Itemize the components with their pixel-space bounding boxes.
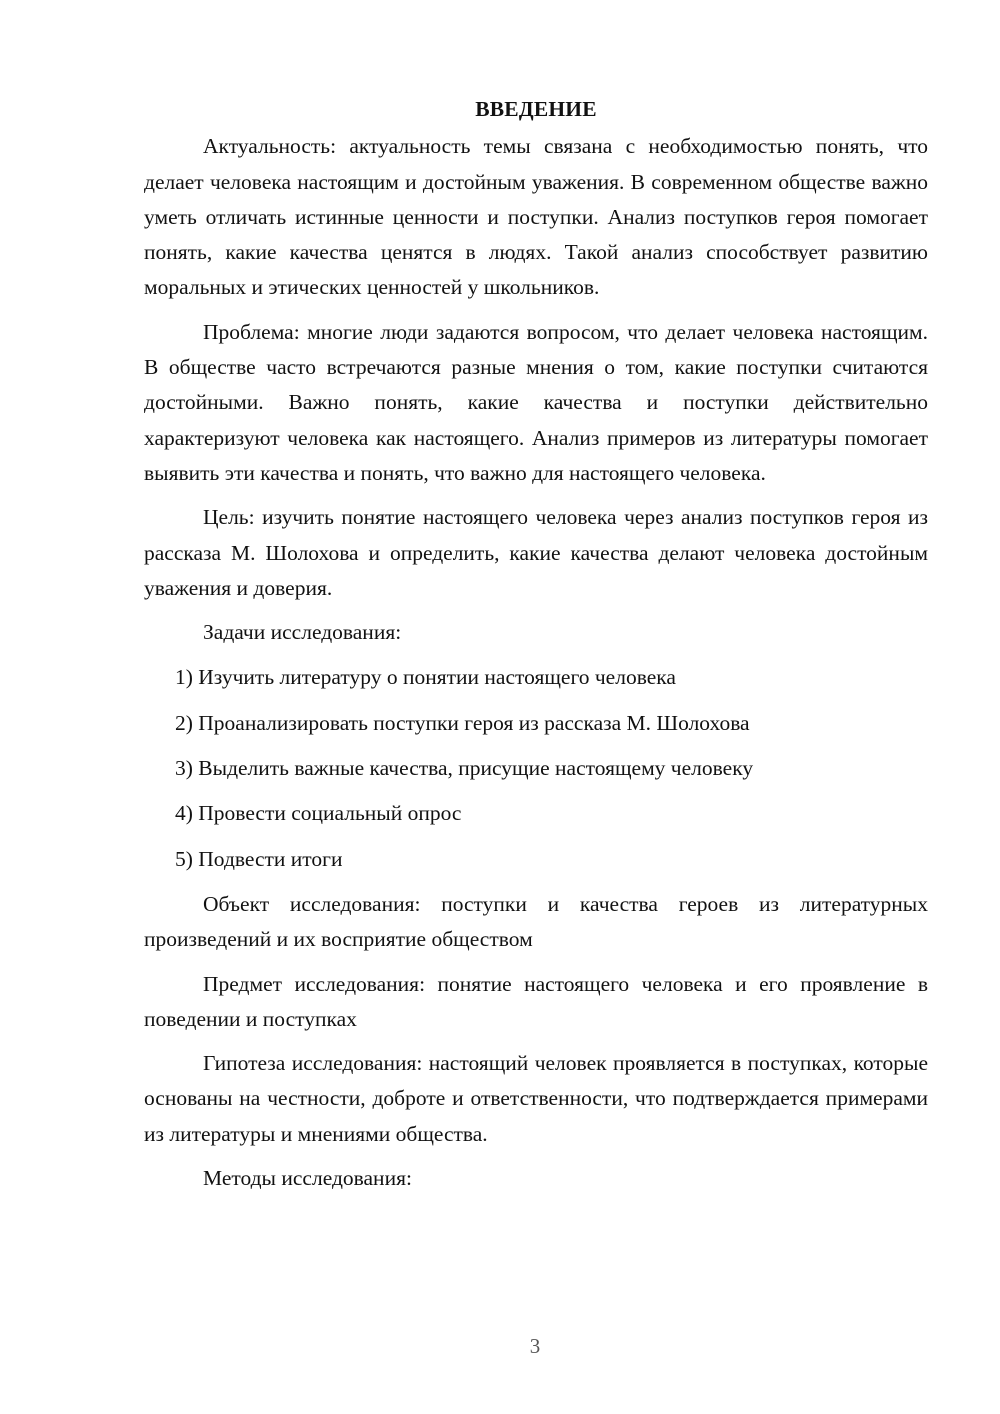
task-item: 5) Подвести итоги [175,846,343,871]
task-item: 4) Провести социальный опрос [175,801,462,826]
subject-paragraph: Предмет исследования: понятие настоящего человека и его проявление в поведении и поступках [144,971,928,1031]
task-item: 1) Изучить литературу о понятии настоящего человека [175,665,676,690]
page-number: 3 [529,1334,541,1358]
task-item: 3) Выделить важные качества, присущие настоящему человеку [175,756,754,781]
object-paragraph: Объект исследования: поступки и качества героев из литературных произведений и их восприятие обществом [144,891,928,952]
tasks-heading: Задачи исследования: [203,620,402,645]
task-item: 2) Проанализировать поступки героя из рассказа М. Шолохова [175,710,750,735]
goal-paragraph: Цель: изучить понятие настоящего человека через анализ поступков героя из рассказа М. Шолохова и определить, какие качества делают человека достойным уважения и доверия. [144,505,928,600]
methods-heading: Методы исследования: [203,1166,412,1191]
relevance-paragraph: Актуальность: актуальность темы связана с необходимостью понять, что делает человека настоящим и достойным уважения. В современном обществе важно уметь отличать истинные ценности и поступки. Анализ поступков героя помогает понять, какие качества ценятся в людях. Такой анализ способствует развитию моральных и этических ценностей у школьников. [144,134,928,300]
page-title: ВВЕДЕНИЕ [475,97,597,121]
problem-paragraph: Проблема: многие люди задаются вопросом, что делает человека настоящим. В обществе часто встречаются разные мнения о том, какие поступки считаются достойными. Важно понять, какие качества и поступки действительно характеризуют человека как настоящего. Анализ примеров из литературы помогает выявить эти качества и понять, что важно для настоящего человека. [144,319,928,485]
page-content [144,92,928,1205]
task-list [144,660,928,876]
hypothesis-paragraph: Гипотеза исследования: настоящий человек проявляется в поступках, которые основаны на честности, доброте и ответственности, что подтверждается примерами из литературы и мнениями общества. [144,1051,928,1146]
